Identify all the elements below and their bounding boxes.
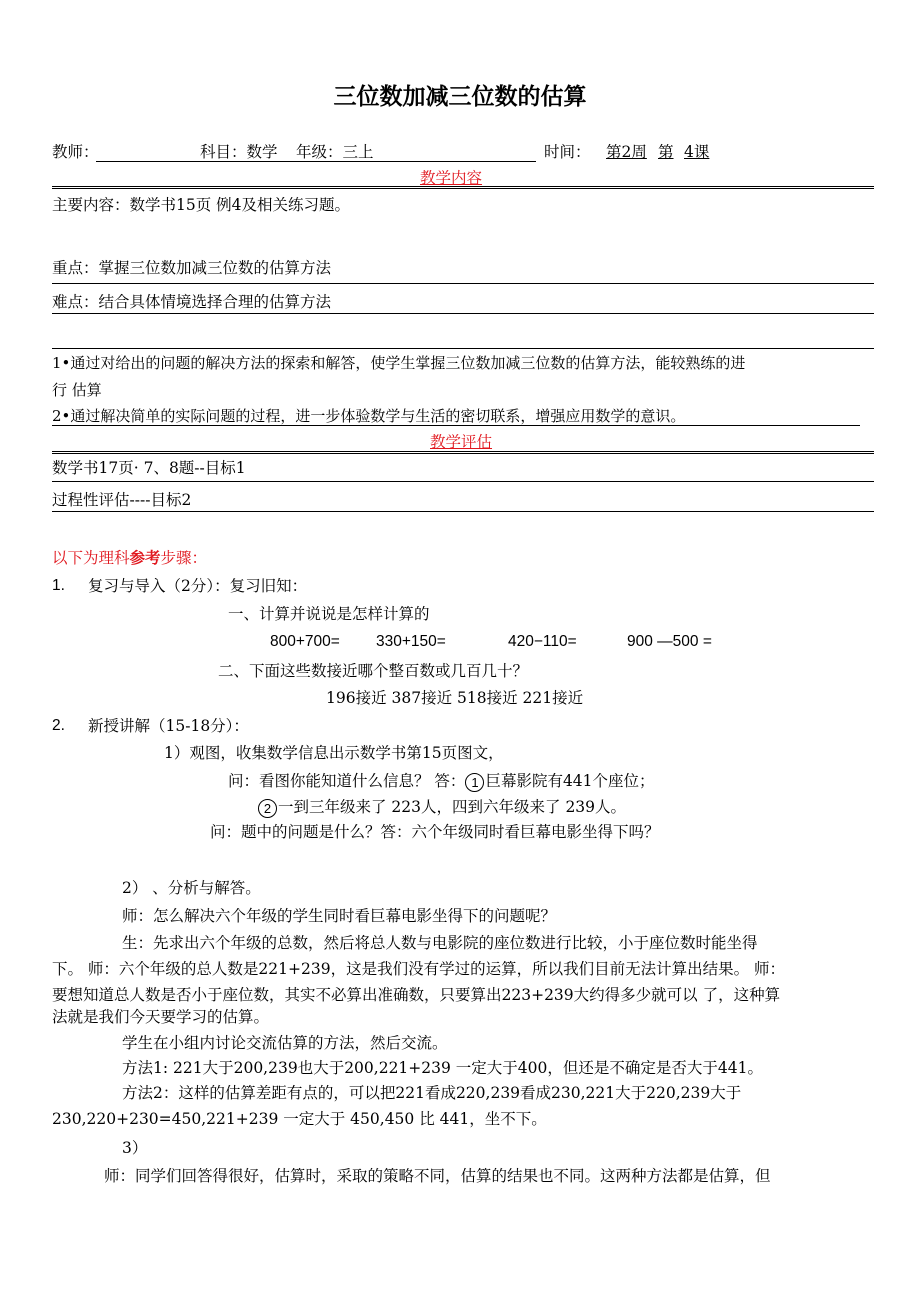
ask-1-question: 问：看图你能知道什么信息？ 答： — [228, 772, 466, 790]
ask-1-answer-1: 巨幕影院有441个座位； — [485, 772, 655, 790]
calc-item: 900 —500 = — [627, 633, 712, 650]
approx-items: 196接近 387接近 518接近 221接近 — [326, 689, 584, 707]
step-1-number: 1. — [52, 577, 65, 594]
divider — [52, 511, 874, 512]
calc-item: 330+150= — [376, 633, 446, 650]
steps-intro-c: 步骤： — [160, 549, 208, 567]
steps-intro — [52, 548, 207, 568]
subject-text: 科目：数学 — [200, 143, 278, 161]
method-1: 方法1: 221大于200,239也大于200,221+239 一定大于400，但还是不确定是否大于441。 — [122, 1059, 763, 1077]
paragraph-1: 师：怎么解决六个年级的学生同时看巨幕电影坐得下的问题呢？ — [122, 907, 557, 925]
calc-item: 420−110= — [508, 633, 577, 650]
calc-item: 800+700= — [270, 633, 340, 650]
goals-divider — [52, 425, 860, 426]
paragraph-3: 学生在小组内讨论交流估算的方法，然后交流。 — [122, 1034, 448, 1052]
time-label: 时间： — [544, 143, 591, 161]
goals-top-divider — [52, 348, 874, 349]
content-divider — [52, 186, 874, 189]
assessment-divider — [52, 451, 874, 454]
paragraph-2-line-2: 下。 师：六个年级的总人数是221+239，这是我们没有学过的运算，所以我们目前无法计算出结果。 师： — [52, 960, 786, 978]
step-2-number: 2. — [52, 717, 65, 734]
method-2-line-1: 方法2：这样的估算差距有点的，可以把221看成220,239看成230,221大于220,239大于 — [122, 1084, 742, 1102]
key-point: 重点：掌握三位数加减三位数的估算方法 — [52, 259, 332, 277]
content-heading: 教学内容 — [420, 169, 483, 187]
difficulty: 难点：结合具体情境选择合理的估算方法 — [52, 293, 332, 311]
ask-1-answer-2: 一到三年级来了 223人，四到六年级来了 239人。 — [278, 798, 627, 816]
ask-1 — [228, 771, 655, 792]
page-title: 三位数加减三位数的估算 — [333, 84, 587, 110]
steps-intro-a: 以下为理科 — [52, 549, 130, 567]
grade-text: 年级：三上 — [296, 143, 374, 161]
week-text: 第2周 — [606, 143, 647, 161]
paragraph-2-line-1: 生：先求出六个年级的总数，然后将总人数与电影院的座位数进行比较，小于座位数时能坐得 — [122, 934, 758, 952]
main-content: 主要内容：数学书15页 例4及相关练习题。 — [52, 196, 351, 214]
paragraph-2-line-3: 要想知道总人数是否小于座位数，其实不必算出准确数，只要算出223+239大约得多少就可以 了，这种算 — [52, 986, 781, 1004]
ask-2: 问：题中的问题是什么？答：六个年级同时看巨幕电影坐得下吗？ — [210, 823, 660, 841]
lesson-label: 第 — [658, 143, 674, 161]
circled-number-1: 1 — [465, 773, 484, 792]
circled-number-2: 2 — [258, 799, 277, 818]
goal-1-line-2: 行 估算 — [52, 381, 102, 399]
goal-2: 2•通过解决简单的实际问题的过程，进一步体验数学与生活的密切联系，增强应用数学的意识。 — [52, 407, 686, 425]
assessment-heading: 教学评估 — [430, 433, 493, 451]
sub-step-2: 2） 、分析与解答。 — [122, 879, 261, 897]
paragraph-4: 师：同学们回答得很好，估算时，采取的策略不同，估算的结果也不同。这两种方法都是估算，但 — [104, 1167, 771, 1185]
step-1-text: 复习与导入（2分）：复习旧知： — [88, 577, 308, 595]
steps-intro-b: 参考 — [129, 548, 161, 567]
assessment-item-2: 过程性评估----目标2 — [52, 491, 192, 509]
paragraph-2-line-4: 法就是我们今天要学习的估算。 — [52, 1008, 270, 1026]
review-question-1: 一、计算并说说是怎样计算的 — [228, 605, 430, 623]
divider — [52, 283, 874, 284]
teacher-label: 教师： — [52, 143, 99, 161]
sub-step-3: 3） — [122, 1139, 148, 1157]
lesson-number: 4课 — [684, 143, 710, 161]
assessment-item-1: 数学书17页· 7、8题--目标1 — [52, 459, 246, 477]
method-2-line-2: 230,220+230=450,221+239 一定大于 450,450 比 441，坐不下。 — [52, 1110, 547, 1128]
sub-step-1: 1）观图，收集数学信息出示数学书第15页图文， — [164, 744, 504, 762]
divider — [52, 481, 874, 482]
ask-1-continued — [258, 797, 626, 818]
divider — [52, 313, 874, 314]
goal-1-line-1: 1•通过对给出的问题的解决方法的探索和解答，使学生掌握三位数加减三位数的估算方法，能较熟练的进 — [52, 354, 746, 372]
step-2-text: 新授讲解（15-18分）： — [88, 717, 249, 735]
review-question-2: 二、下面这些数接近哪个整百数或几百几十？ — [218, 662, 529, 680]
